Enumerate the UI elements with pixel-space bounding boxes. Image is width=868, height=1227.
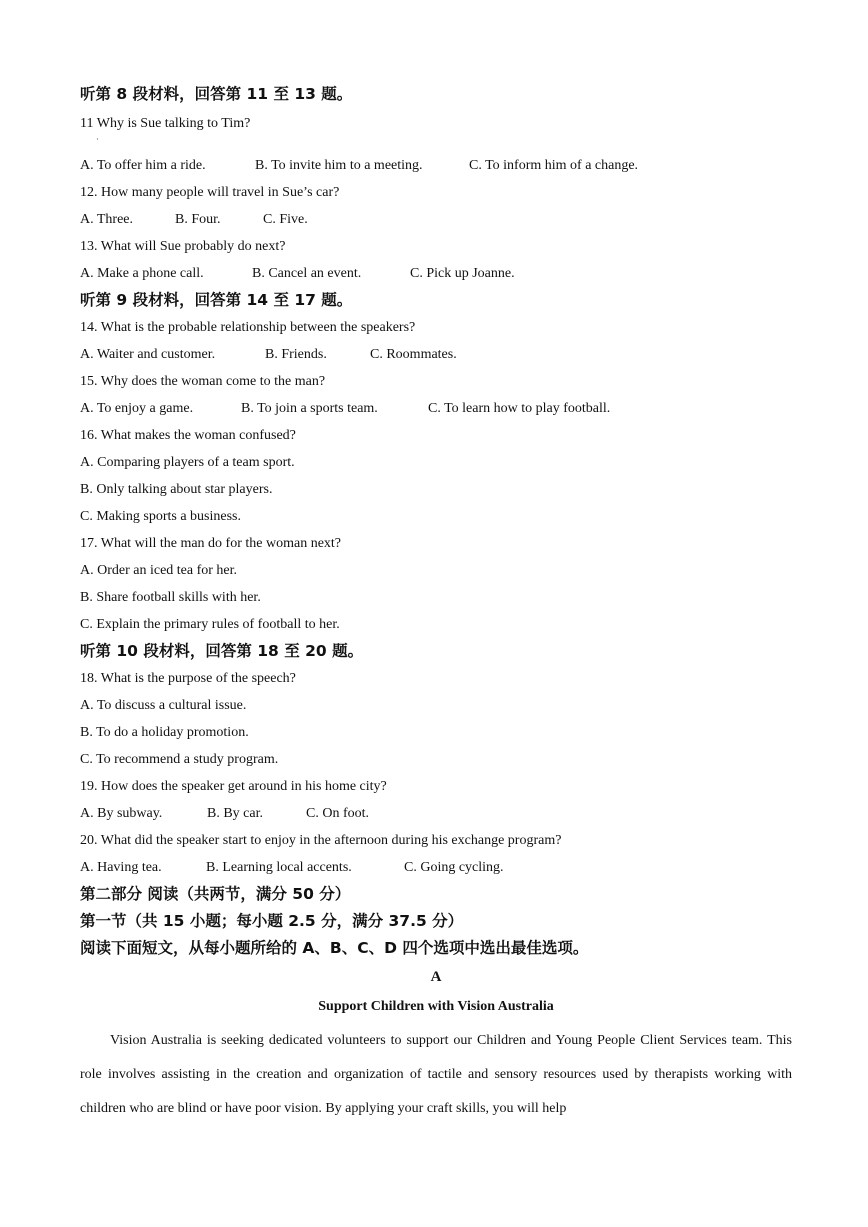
option-c: C. Going cycling. [404, 860, 504, 875]
option-a: A. By subway. [80, 806, 163, 821]
stray-dot: · [96, 135, 99, 144]
option-c: C. Pick up Joanne. [410, 266, 515, 281]
option-a: A. Having tea. [80, 860, 162, 875]
option-c: C. Five. [263, 212, 308, 227]
question-16-stem: 16. What makes the woman confused? [80, 428, 296, 443]
question-11-options [80, 157, 638, 175]
question-17-stem: 17. What will the man do for the woman next? [80, 536, 342, 551]
passage-title: Support Children with Vision Australia [318, 999, 554, 1014]
section-heading: 听第 9 段材料，回答第 14 至 17 题。 [80, 291, 353, 309]
section-title: 第一节（共 15 小题；每小题 2.5 分，满分 37.5 分） [80, 912, 464, 930]
option-b: B. Cancel an event. [252, 266, 362, 281]
option-c: C. To inform him of a change. [469, 158, 639, 173]
option-a: A. To discuss a cultural issue. [80, 698, 247, 713]
option-b: B. To invite him to a meeting. [255, 158, 423, 173]
option-c: C. Explain the primary rules of football to her. [80, 617, 340, 632]
option-b: B. To join a sports team. [241, 401, 378, 416]
question-13-stem: 13. What will Sue probably do next? [80, 239, 286, 254]
question-20-stem: 20. What did the speaker start to enjoy in the afternoon during his exchange program? [80, 833, 562, 848]
option-a: A. Comparing players of a team sport. [80, 455, 295, 470]
option-b: B. Four. [175, 212, 221, 227]
question-12-stem: 12. How many people will travel in Sue’s car? [80, 185, 340, 200]
option-a: A. Three. [80, 212, 133, 227]
option-b: B. Share football skills with her. [80, 590, 261, 605]
passage-letter: A [430, 969, 442, 985]
option-b: B. To do a holiday promotion. [80, 725, 249, 740]
question-14-stem: 14. What is the probable relationship between the speakers? [80, 320, 416, 335]
passage-paragraph: Vision Australia is seeking dedicated volunteers to support our Children and Young People Client Services team. This role involves assisting in the creation and organization of tactile and sensory resources used by therapists working with children who are blind or have poor vision. By applying your craft skills, you will help [80, 1033, 792, 1116]
option-b: B. Only talking about star players. [80, 482, 273, 497]
question-19-options [80, 805, 369, 823]
option-a: A. Order an iced tea for her. [80, 563, 238, 578]
option-a: A. To enjoy a game. [80, 401, 194, 416]
option-a: A. Waiter and customer. [80, 347, 216, 362]
option-a: A. To offer him a ride. [80, 158, 206, 173]
option-b: B. Friends. [265, 347, 327, 362]
option-a: A. Make a phone call. [80, 266, 204, 281]
option-b: B. Learning local accents. [206, 860, 352, 875]
section-heading: 听第 10 段材料，回答第 18 至 20 题。 [80, 642, 364, 660]
option-c: C. On foot. [306, 806, 369, 821]
part-title: 第二部分 阅读（共两节，满分 50 分） [80, 885, 351, 903]
question-19-stem: 19. How does the speaker get around in his home city? [80, 779, 387, 794]
question-15-options [80, 400, 610, 418]
question-11-stem: 11 Why is Sue talking to Tim? [80, 116, 251, 131]
option-c: C. Roommates. [370, 347, 457, 362]
question-14-options [80, 346, 457, 364]
option-b: B. By car. [207, 806, 263, 821]
question-13-options [80, 265, 515, 283]
question-18-stem: 18. What is the purpose of the speech? [80, 671, 296, 686]
option-c: C. To learn how to play football. [428, 401, 611, 416]
option-c: C. To recommend a study program. [80, 752, 279, 767]
section-heading: 听第 8 段材料，回答第 11 至 13 题。 [80, 85, 353, 103]
option-c: C. Making sports a business. [80, 509, 241, 524]
question-12-options [80, 211, 308, 229]
question-20-options [80, 859, 504, 877]
instruction: 阅读下面短文，从每小题所给的 A、B、C、D 四个选项中选出最佳选项。 [80, 939, 589, 957]
question-15-stem: 15. Why does the woman come to the man? [80, 374, 326, 389]
